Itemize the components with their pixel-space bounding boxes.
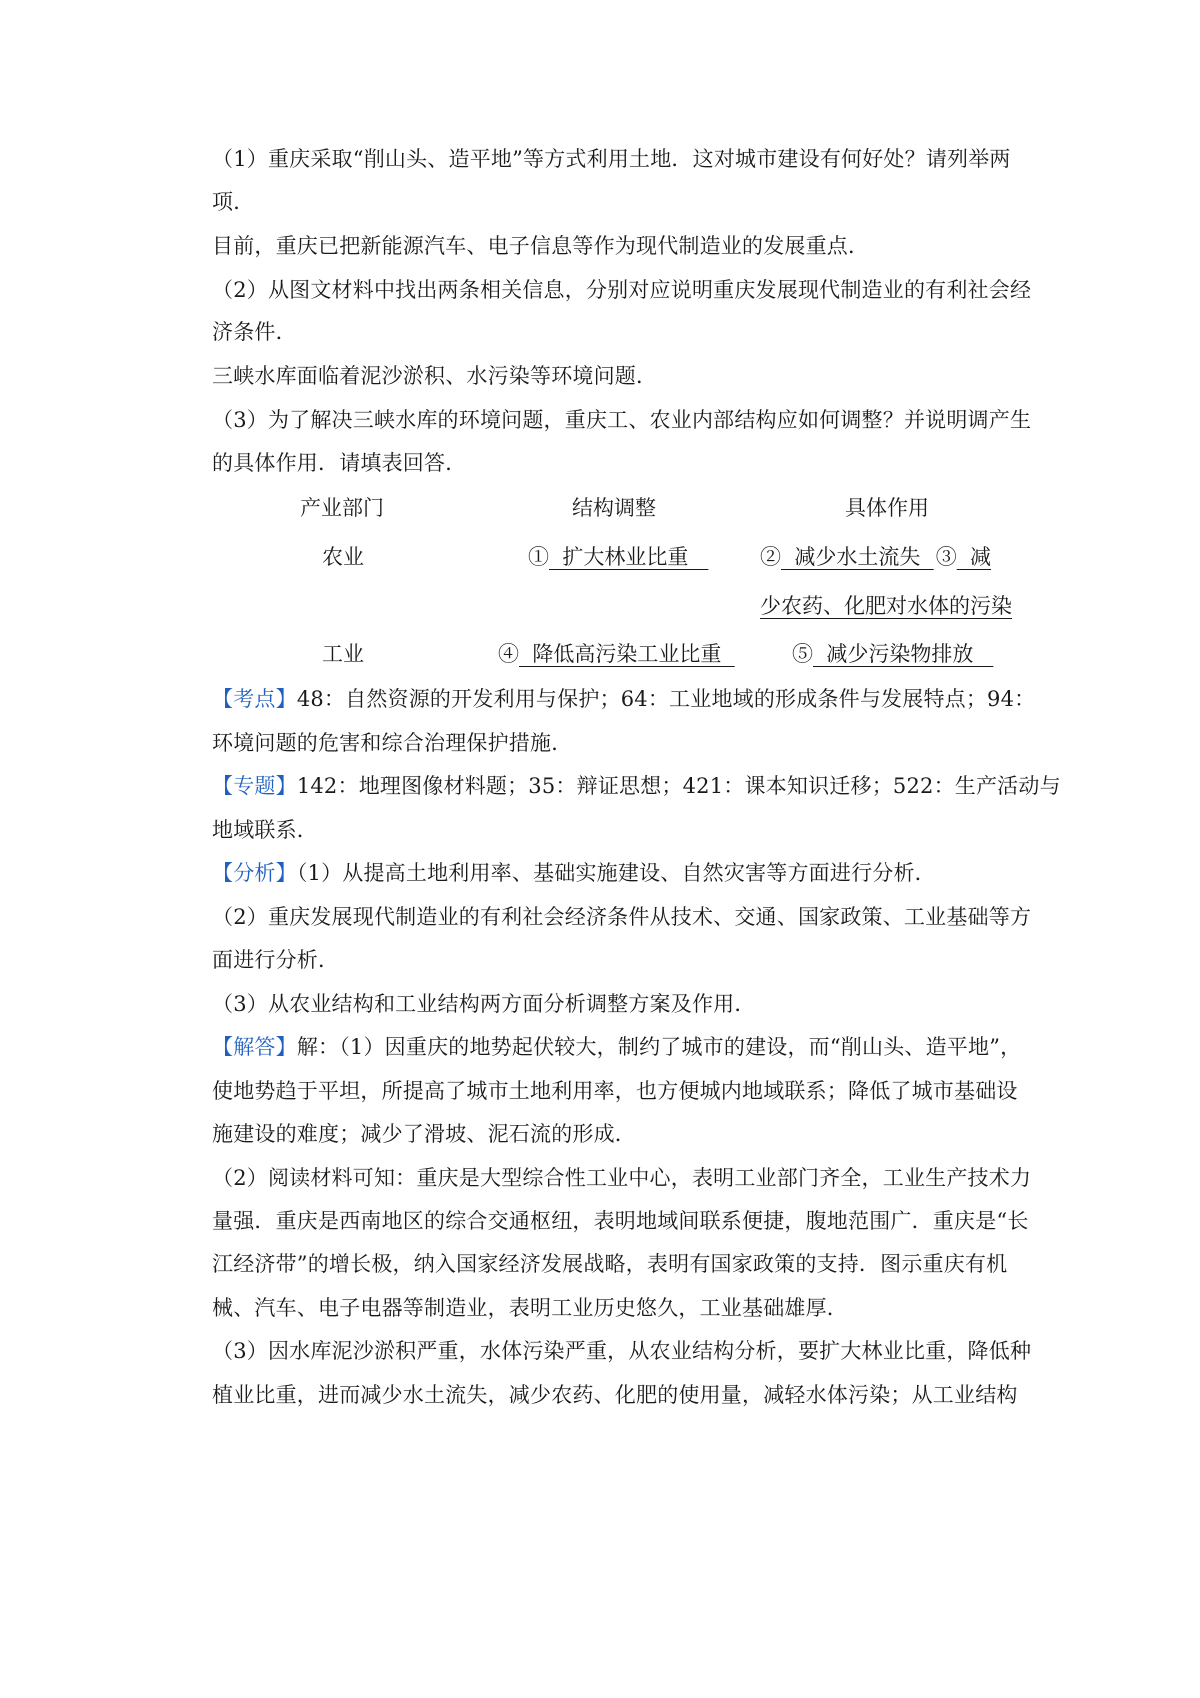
question-2-line-1: （2）从图文材料中找出两条相关信息，分别对应说明重庆发展现代制造业的有利社会经 — [212, 278, 1032, 302]
answer-number-4: ④ — [498, 642, 519, 666]
answer-3-part-1: 减 — [956, 545, 992, 569]
kaodian-line-2: 环境问题的危害和综合治理保护措施． — [212, 731, 573, 755]
question-2-line-2: 济条件． — [212, 320, 297, 344]
answer-number-3: ③ — [935, 545, 957, 569]
jieda-p2-line-2: 量强．重庆是西南地区的综合交通枢纽，表明地域间联系便捷，腹地范围广．重庆是“长 — [212, 1209, 1029, 1233]
table-header-effect: 具体作用 — [845, 496, 929, 520]
jieda-p2-line-3: 江经济带”的增长极，纳入国家经济发展战略，表明有国家政策的支持．图示重庆有机 — [212, 1252, 1008, 1276]
question-1-line-2: 项． — [212, 190, 255, 214]
jieda-p2-line-1: （2）阅读材料可知：重庆是大型综合性工业中心，表明工业部门齐全，工业生产技术力 — [212, 1166, 1032, 1190]
question-1-line-1: （1）重庆采取“削山头、造平地”等方式利用土地．这对城市建设有何好处？请列举两 — [212, 147, 1011, 171]
answer-2: 减少水土流失 — [781, 545, 934, 569]
zhuanti-tag: 【专题】 — [212, 774, 297, 798]
fenxi-line-1 — [212, 859, 1028, 887]
zhuanti-line-2: 地域联系． — [212, 818, 318, 842]
answer-number-2: ② — [760, 545, 781, 569]
table-header-adjustment: 结构调整 — [572, 496, 656, 520]
answer-5: 减少污染物排放 — [813, 642, 994, 666]
jieda-p3-line-1: （3）因水库泥沙淤积严重，水体污染严重，从农业结构分析，要扩大林业比重，降低种 — [212, 1339, 1032, 1363]
table-header-sector: 产业部门 — [300, 496, 384, 520]
answer-4: 降低高污染工业比重 — [519, 642, 735, 666]
row-industry-effect — [792, 640, 993, 668]
question-3-line-1: （3）为了解决三峡水库的环境问题，重庆工、农业内部结构应如何调整？并说明调产生 — [212, 408, 1032, 432]
answer-3-part-2: 少农药、化肥对水体的污染 — [760, 594, 1012, 618]
row-agriculture-effect — [760, 543, 991, 571]
zhuanti-text-1: 142：地理图像材料题；35：辩证思想；421：课本知识迁移；522：生产活动与 — [296, 774, 1061, 798]
jieda-p1-line-2: 施建设的难度；减少了滑坡、泥石流的形成． — [212, 1122, 636, 1146]
kaodian-line-1 — [212, 685, 1036, 713]
fenxi-tag: 【分析】 — [212, 861, 297, 885]
material-3-intro: 三峡水库面临着泥沙淤积、水污染等环境问题． — [212, 364, 658, 388]
row-agriculture-sector: 农业 — [322, 545, 364, 569]
jieda-line-1 — [212, 1033, 1028, 1061]
fenxi-p2-line-2: 面进行分析． — [212, 948, 340, 972]
jieda-tag: 【解答】 — [212, 1035, 297, 1059]
answer-number-1: ① — [528, 545, 549, 569]
answer-1: 扩大林业比重 — [549, 545, 709, 569]
jieda-p1-line-1: 使地势趋于平坦，所提高了城市土地利用率，也方便城内地域联系；降低了城市基础设 — [212, 1079, 1018, 1103]
fenxi-p3: （3）从农业结构和工业结构两方面分析调整方案及作用． — [212, 992, 756, 1016]
fenxi-p2-line-1: （2）重庆发展现代制造业的有利社会经济条件从技术、交通、国家政策、工业基础等方 — [212, 905, 1032, 929]
jieda-text-1: 解：（1）因重庆的地势起伏较大，制约了城市的建设，而“削山头、造平地”， — [296, 1035, 1022, 1059]
row-agriculture-effect-cont — [760, 592, 1012, 620]
jieda-p2-line-4: 械、汽车、电子电器等制造业，表明工业历史悠久，工业基础雄厚． — [212, 1296, 848, 1320]
kaodian-text-1: 48：自然资源的开发利用与保护；64：工业地域的形成条件与发展特点；94： — [296, 687, 1036, 711]
answer-number-5: ⑤ — [792, 642, 813, 666]
jieda-p3-line-2: 植业比重，进而减少水土流失，减少农药、化肥的使用量，减轻水体污染；从工业结构 — [212, 1383, 1018, 1407]
row-industry-sector: 工业 — [322, 642, 364, 666]
question-3-line-2: 的具体作用．请填表回答． — [212, 451, 467, 475]
material-2-intro: 目前，重庆已把新能源汽车、电子信息等作为现代制造业的发展重点． — [212, 234, 870, 258]
row-industry-adjustment — [498, 640, 735, 668]
zhuanti-line-1 — [212, 772, 1061, 800]
row-agriculture-adjustment — [528, 543, 708, 571]
kaodian-tag: 【考点】 — [212, 687, 297, 711]
fenxi-text-1: （1）从提高土地利用率、基础实施建设、自然灾害等方面进行分析． — [296, 861, 936, 885]
